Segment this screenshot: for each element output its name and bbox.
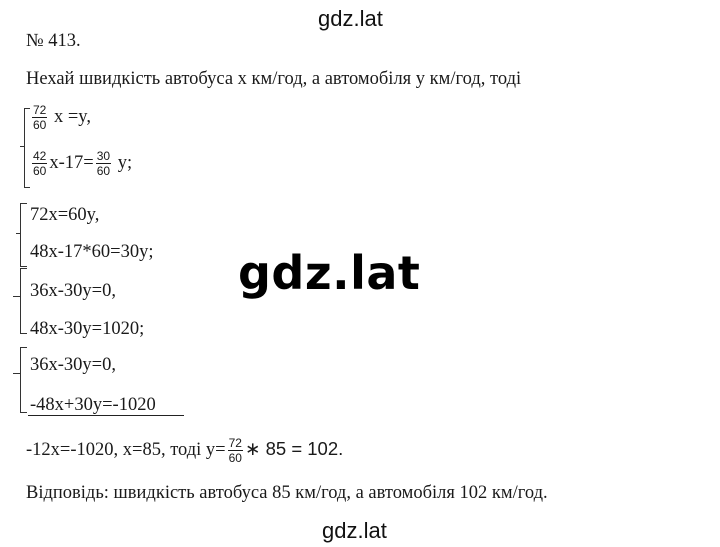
result-text: ∗ 85 = 102. [244, 437, 344, 459]
system3-brace [20, 268, 27, 334]
system1-eq2 [30, 150, 132, 177]
system1-eq1 [30, 104, 91, 131]
watermark-center: gdz.lat [238, 246, 421, 300]
watermark-bottom: gdz.lat [322, 518, 387, 543]
system3-eq1: 36x-30y=0, [30, 281, 116, 301]
equation-text: y; [117, 152, 133, 173]
fraction-numerator: 42 [33, 149, 47, 163]
fraction [228, 437, 243, 464]
fraction [96, 150, 111, 177]
fraction-denominator: 60 [228, 451, 242, 465]
fraction-denominator: 60 [33, 118, 47, 132]
system2-brace-tick [16, 233, 21, 234]
answer-text: Відповідь: швидкість автобуса 85 км/год, а автомобіля 102 км/год. [26, 483, 548, 503]
result-line [26, 437, 343, 464]
equation-text: x-17= [49, 152, 94, 173]
system1-brace-tick [20, 146, 25, 147]
system4-brace-tick [13, 373, 21, 374]
fraction-numerator: 72 [33, 103, 47, 117]
system3-eq2: 48x-30y=1020; [30, 319, 145, 339]
fraction-denominator: 60 [33, 164, 47, 178]
system4-eq2: -48x+30y=-1020 [30, 395, 156, 415]
intro-text: Нехай швидкість автобуса x км/год, а автомобіля y км/год, тоді [26, 69, 522, 89]
result-text: -12x=-1020, x=85, тоді y= [26, 439, 226, 460]
system4-brace [20, 347, 27, 413]
sum-line [28, 415, 184, 416]
system4-eq1: 36x-30y=0, [30, 355, 116, 375]
system3-brace-tick [13, 296, 21, 297]
fraction [32, 104, 47, 131]
fraction-numerator: 30 [96, 149, 111, 163]
system2-brace [20, 203, 27, 267]
problem-number: № 413. [26, 31, 81, 51]
system2-eq1: 72x=60y, [30, 205, 100, 225]
watermark-top: gdz.lat [318, 6, 383, 31]
fraction-denominator: 60 [96, 164, 111, 178]
equation-text: x =y, [53, 106, 91, 127]
system2-eq2: 48x-17*60=30y; [30, 242, 154, 262]
fraction [32, 150, 47, 177]
fraction-numerator: 72 [228, 436, 242, 450]
